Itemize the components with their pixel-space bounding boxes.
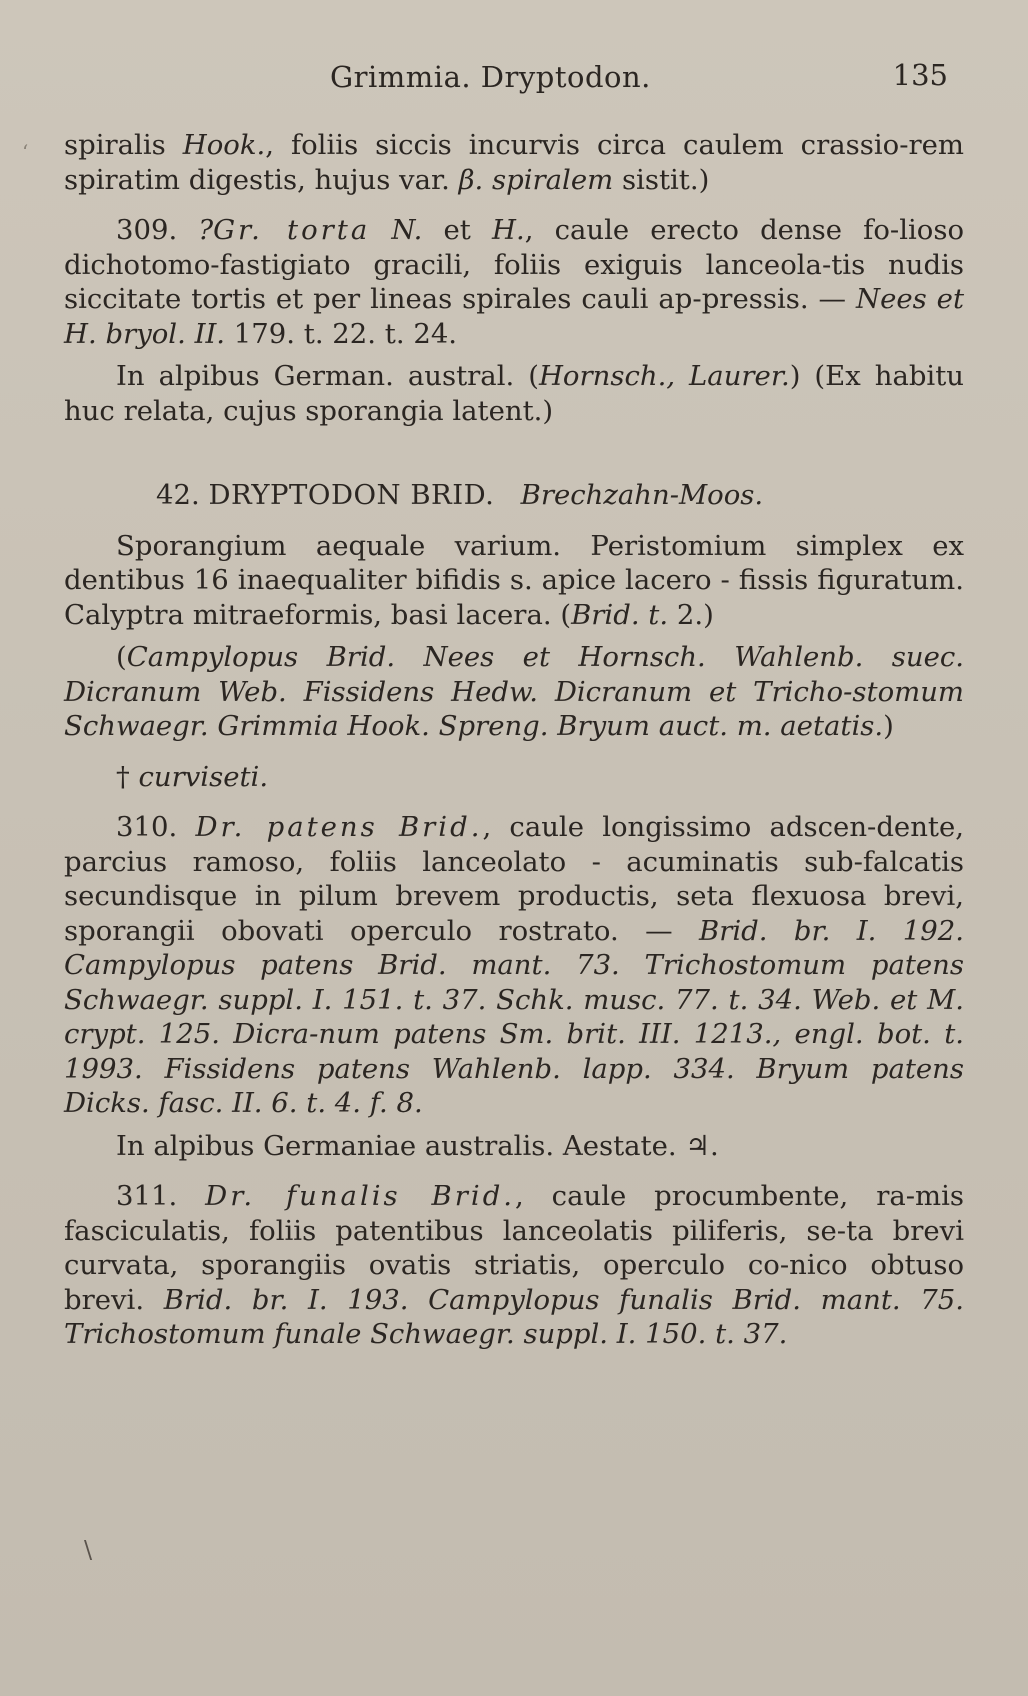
author-abbrev: Hook. — [182, 129, 266, 161]
references: Brid. br. I. 193. Campylopus funalis Brid. mant. 75. Trichostomum funale Schwaegr. suppl. I. 150. t. 37. — [64, 1283, 964, 1350]
text: , foliis siccis incurvis circa caulem crassio-rem spiratim digestis, hujus var. — [64, 129, 964, 196]
body-text — [64, 128, 964, 1352]
author-abbrev: N. — [391, 214, 423, 246]
species-description: , caule procumbente, ra-mis fasciculatis, foliis patentibus lanceolatis piliferis, se-ta brevi curvata, sporangiis ovatis striatis, operculo co-nico obtuso brevi. — [64, 1180, 965, 1316]
text: ( — [116, 641, 127, 673]
author-abbrev: H. — [491, 214, 525, 246]
text: Sporangium aequale varium. Peristomium simplex ex dentibus 16 inaequaliter bifidis s. apice lacero - fissis figuratum. Calyptra mitraeformis, basi lacera. ( — [64, 529, 964, 631]
section-heading — [64, 760, 964, 795]
margin-mark: ‘ — [22, 140, 29, 164]
synonym-list — [64, 640, 964, 744]
reference-tail: 179. t. 22. t. 24. — [225, 317, 458, 350]
running-title: Grimmia. Dryptodon. — [330, 60, 651, 94]
genus-description — [64, 529, 964, 633]
text: ) (Ex habitu huc relata, cujus sporangia latent.) — [64, 360, 964, 427]
page-number: 135 — [892, 58, 948, 92]
species-309-entry — [64, 213, 964, 351]
species-name: Dr. funalis Brid. — [205, 1180, 516, 1212]
text: 2.) — [668, 598, 714, 631]
collector-names: Hornsch., Laurer. — [538, 360, 790, 392]
habitat-note — [64, 1129, 964, 1164]
text: et — [422, 214, 492, 246]
text: sistit.) — [613, 163, 710, 196]
genus-common-name: Brechzahn-Moos. — [520, 479, 764, 511]
species-number: 311. — [116, 1180, 178, 1212]
species-number: 309. — [116, 214, 199, 246]
text: spiralis — [64, 129, 183, 161]
species-description: , caule erecto dense fo-lioso dichotomo-fastigiato gracili, foliis exiguis lanceola-tis nudis siccitate tortis et per lineas spirales cauli ap-pressis. — — [64, 214, 965, 315]
text: In alpibus Germaniae australis. Aestate. — [116, 1129, 686, 1162]
text: In alpibus German. austral. ( — [116, 360, 539, 392]
page-header — [0, 56, 1028, 96]
species-description: , caule longissimo adscen-dente, parcius ramoso, foliis lanceolato - acuminatis sub-falcatis secundisque in pilum brevem productis, seta flexuosa brevi, sporangii obovati operculo rostrato. — — [64, 811, 964, 947]
paragraph-continuation — [64, 128, 964, 197]
query-mark: ? — [198, 214, 214, 246]
reference: Nees et H. bryol. II. — [64, 283, 964, 350]
species-name: Dr. patens Brid. — [195, 811, 483, 843]
habitat-note — [64, 359, 964, 428]
species-311-entry — [64, 1179, 964, 1352]
section-name: curviseti. — [138, 760, 269, 793]
dagger-mark: † — [116, 760, 130, 793]
text: ) — [883, 710, 894, 742]
species-310-entry — [64, 810, 964, 1121]
perennial-symbol: ♃. — [685, 1129, 719, 1162]
stray-mark: \ — [84, 1536, 93, 1564]
species-name: Gr. torta — [213, 214, 371, 246]
reference: Brid. t. — [571, 598, 669, 631]
genus-number: 42. — [156, 479, 209, 511]
genus-heading — [64, 478, 964, 513]
species-number: 310. — [116, 811, 178, 843]
variety-name: β. spiralem — [458, 163, 614, 196]
synonyms: Campylopus Brid. Nees et Hornsch. Wahlenb. suec. Dicranum Web. Fissidens Hedw. Dicranum et Tricho-stomum Schwaegr. Grimmia Hook. Spreng. Bryum auct. m. aetatis. — [64, 641, 964, 742]
genus-name: DRYPTODON BRID. — [208, 479, 495, 511]
references: Brid. br. I. 192. Campylopus patens Brid. mant. 73. Trichostomum patens Schwaegr. suppl. I. 151. t. 37. Schk. musc. 77. t. 34. Web. et M. crypt. 125. Dicra-num patens Sm. brit. III. 1213., engl. bot. t. 1993. Fissidens patens Wahlenb. lapp. 334. Bryum patens Dicks. fasc. II. 6. t. 4. f. 8. — [64, 914, 964, 1119]
